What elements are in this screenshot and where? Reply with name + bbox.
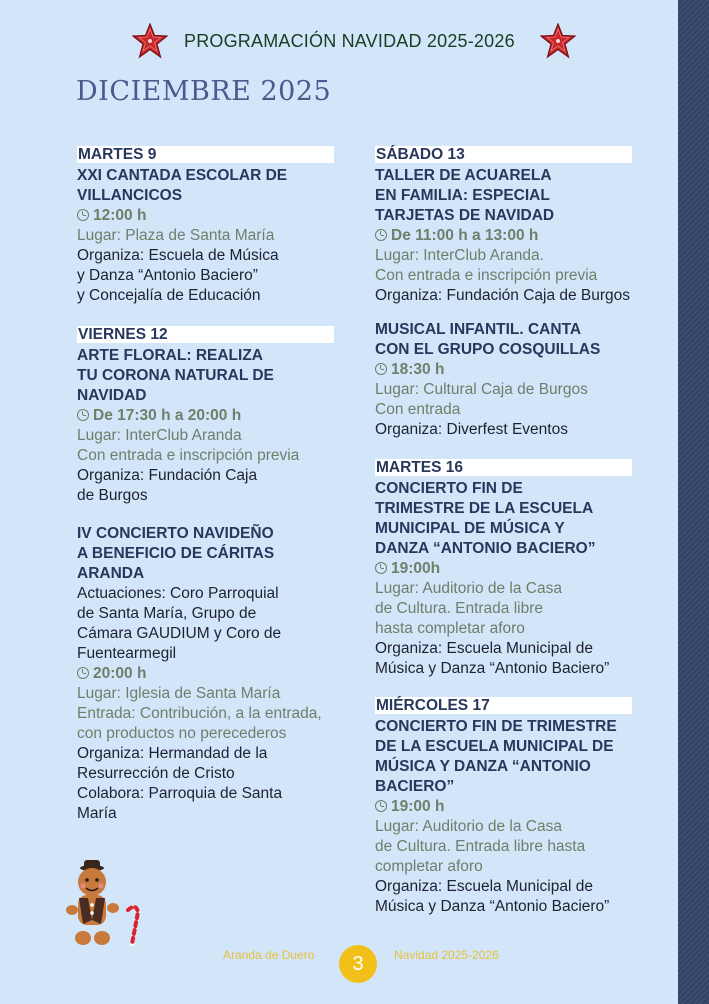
clock-icon (375, 562, 387, 574)
footer-location: Aranda de Duero (223, 948, 315, 962)
event-title: XXI CANTADA ESCOLAR DE VILLANCICOS (77, 167, 288, 204)
event-time: 19:00 h (375, 797, 632, 817)
day-section (77, 146, 334, 306)
event-time: De 11:00 h a 13:00 h (375, 226, 632, 246)
clock-icon (375, 800, 387, 812)
month-heading: DICIEMBRE 2025 (76, 76, 332, 107)
event-place: Lugar: InterClub Aranda Con entrada e inscripción previa (77, 427, 300, 464)
event-organizer: Organiza: Hermandad de la Resurrección de Cristo Colabora: Parroquia de Santa María (77, 745, 283, 822)
event-organizer: Organiza: Fundación Caja de Burgos (375, 287, 631, 304)
day-heading: MARTES 16 (375, 459, 632, 476)
event-time: De 17:30 h a 20:00 h (77, 406, 334, 426)
event-title: MUSICAL INFANTIL. CANTA CON EL GRUPO COSQUILLAS (375, 321, 601, 358)
day-section (375, 697, 632, 917)
star-ornament-icon (132, 23, 168, 59)
clock-icon (77, 209, 89, 221)
event-organizer: Organiza: Diverfest Eventos (375, 421, 568, 438)
clock-icon (375, 363, 387, 375)
day-section (77, 326, 334, 506)
event-place: Lugar: Cultural Caja de Burgos Con entrada (375, 381, 588, 418)
day-section (375, 146, 632, 306)
footer-program: Navidad 2025-2026 (394, 948, 499, 962)
event-title: CONCIERTO FIN DE TRIMESTRE DE LA ESCUELA MUNICIPAL DE MÚSICA Y DANZA “ANTONIO BACIERO” (375, 718, 617, 795)
gingerbread-man-icon (66, 858, 144, 948)
event-time: 12:00 h (77, 206, 334, 226)
clock-icon (77, 409, 89, 421)
day-heading: SÁBADO 13 (375, 146, 632, 163)
event-section (77, 524, 322, 824)
side-decorative-band (678, 0, 709, 1004)
day-section (375, 459, 632, 679)
event-place: Lugar: Auditorio de la Casa de Cultura. Entrada libre hasta completar aforo (375, 818, 586, 875)
event-time: 20:00 h (77, 664, 322, 684)
event-performers: Actuaciones: Coro Parroquial de Santa María, Grupo de Cámara GAUDIUM y Coro de Fuentearmegil (77, 585, 282, 662)
event-organizer: Organiza: Escuela de Música y Danza “Antonio Baciero” y Concejalía de Educación (77, 247, 279, 304)
event-title: CONCIERTO FIN DE TRIMESTRE DE LA ESCUELA MUNICIPAL DE MÚSICA Y DANZA “ANTONIO BACIERO” (375, 480, 596, 557)
event-title: ARTE FLORAL: REALIZA TU CORONA NATURAL DE NAVIDAD (77, 347, 274, 404)
star-ornament-icon (540, 23, 576, 59)
event-place: Lugar: Plaza de Santa María (77, 227, 275, 244)
event-organizer: Organiza: Fundación Caja de Burgos (77, 467, 258, 504)
event-place: Lugar: Auditorio de la Casa de Cultura. Entrada libre hasta completar aforo (375, 580, 562, 637)
page-title: PROGRAMACIÓN NAVIDAD 2025-2026 (184, 31, 515, 51)
day-heading: VIERNES 12 (77, 326, 334, 343)
event-place: Lugar: Iglesia de Santa María Entrada: Contribución, a la entrada, con productos no perecederos (77, 685, 322, 742)
event-title: TALLER DE ACUARELA EN FAMILIA: ESPECIAL TARJETAS DE NAVIDAD (375, 167, 555, 224)
event-title: IV CONCIERTO NAVIDEÑO A BENEFICIO DE CÁRITAS ARANDA (77, 525, 275, 582)
event-section (375, 320, 600, 440)
clock-icon (77, 667, 89, 679)
event-time: 18:30 h (375, 360, 600, 380)
day-heading: MIÉRCOLES 17 (375, 697, 632, 714)
page-number: 3 (339, 945, 377, 983)
event-organizer: Organiza: Escuela Municipal de Música y Danza “Antonio Baciero” (375, 640, 610, 677)
event-time: 19:00h (375, 559, 632, 579)
clock-icon (375, 229, 387, 241)
day-heading: MARTES 9 (77, 146, 334, 163)
event-place: Lugar: InterClub Aranda. Con entrada e inscripción previa (375, 247, 598, 284)
event-organizer: Organiza: Escuela Municipal de Música y Danza “Antonio Baciero” (375, 878, 610, 915)
